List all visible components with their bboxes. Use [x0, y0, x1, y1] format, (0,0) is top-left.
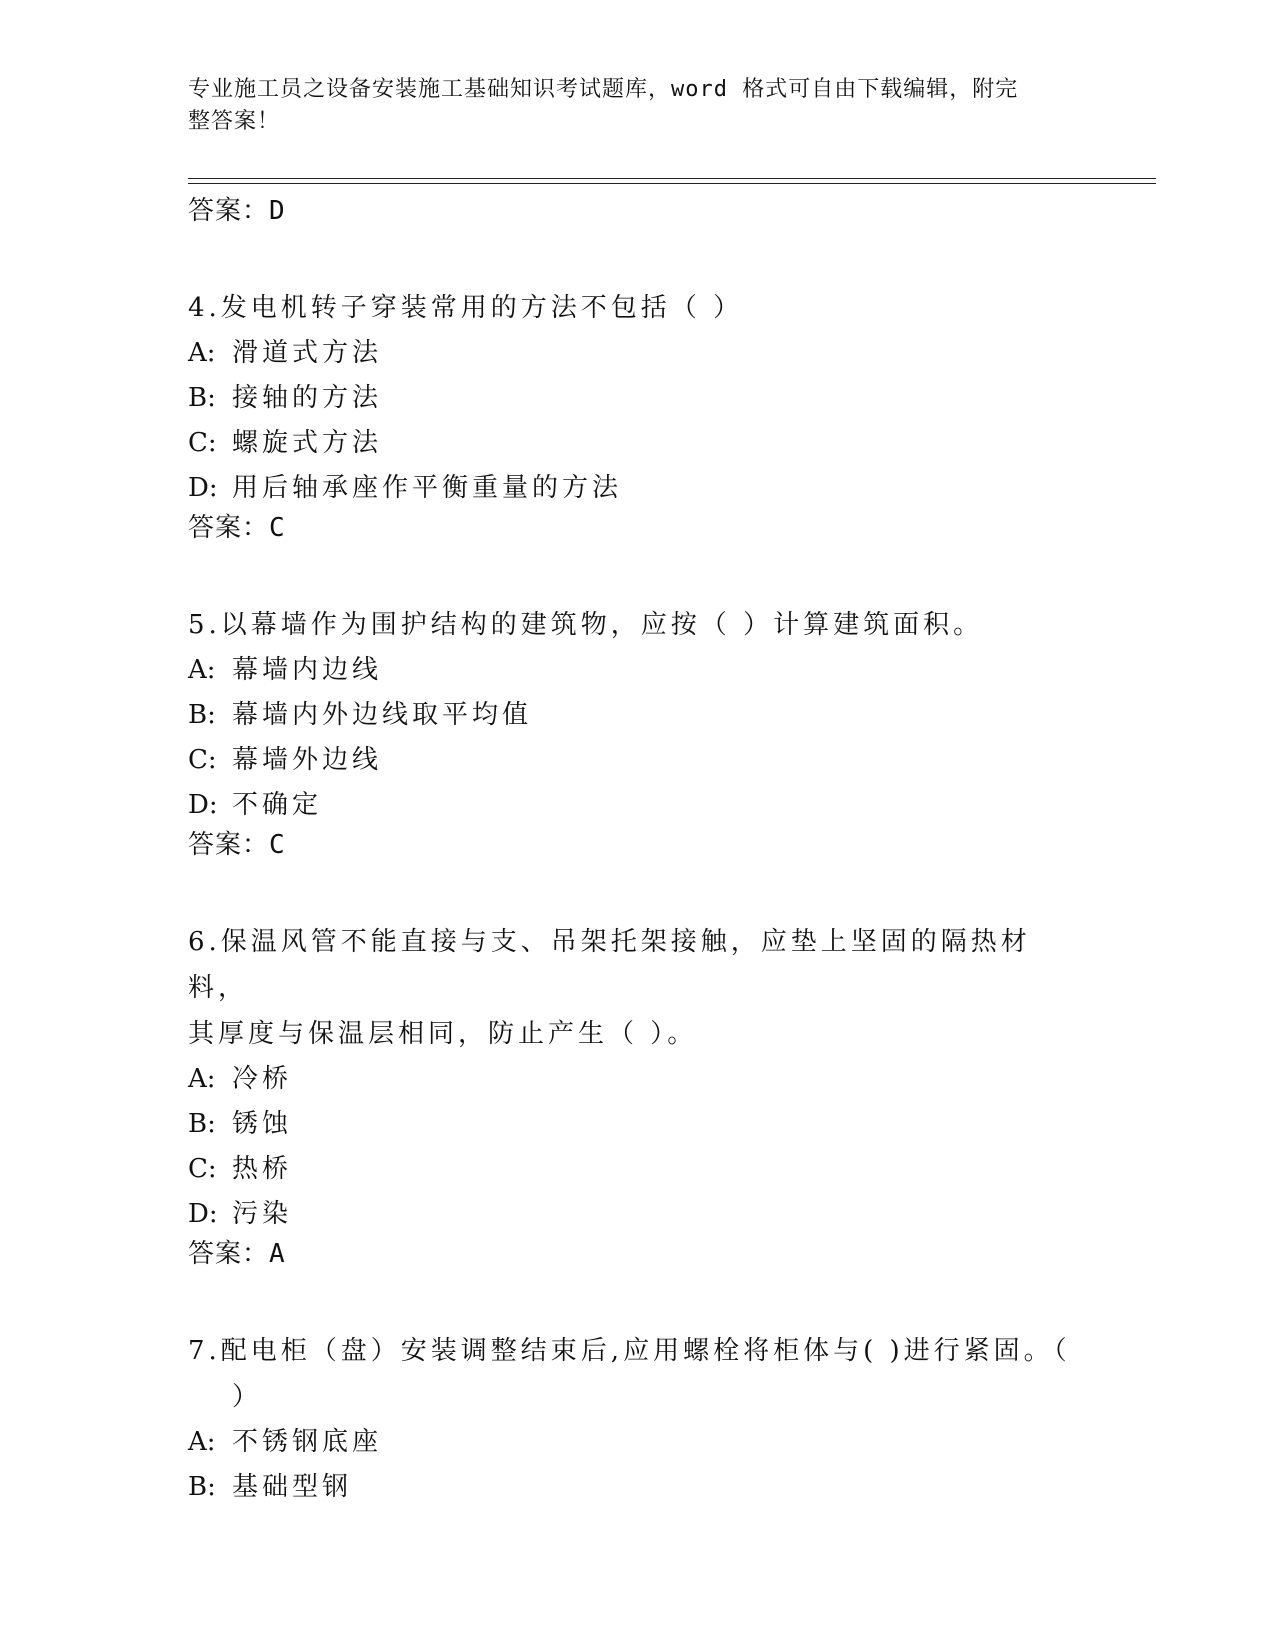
header-line-1: 专业施工员之设备安装施工基础知识考试题库，word 格式可自由下载编辑，附完: [188, 77, 1019, 102]
option-key: C:: [188, 745, 217, 775]
question-stem: 7.配电柜（盘）安装调整结束后,应用螺栓将柜体与( )进行紧固。（: [188, 1336, 1071, 1366]
option-key: B:: [188, 383, 216, 413]
option-text: 污染: [232, 1199, 293, 1229]
option-a: [188, 1057, 1088, 1102]
question-stem: 5.以幕墙作为围护结构的建筑物，应按（ ）计算建筑面积。: [188, 610, 984, 640]
answer-value: C: [269, 830, 286, 860]
answer-q6: [188, 1237, 1088, 1271]
answer-q3: [188, 194, 1088, 228]
option-c: [188, 421, 1088, 466]
option-text: 冷桥: [232, 1064, 293, 1094]
option-c: [188, 1147, 1088, 1192]
question-stem-line-2: 其厚度与保温层相同，防止产生（ ）。: [188, 1019, 698, 1049]
option-key: A:: [188, 1064, 216, 1094]
answer-label: 答案：: [188, 196, 270, 226]
option-a: [188, 331, 1088, 376]
option-text: 滑道式方法: [232, 338, 383, 368]
question-7: [188, 1328, 1088, 1510]
option-key: A:: [188, 655, 216, 685]
option-a: [188, 648, 1088, 693]
header-divider-bottom: [188, 183, 1156, 184]
answer-label: 答案：: [188, 1239, 270, 1269]
option-text: 用后轴承座作平衡重量的方法: [232, 473, 623, 503]
option-text: 基础型钢: [232, 1472, 353, 1502]
option-key: C:: [188, 1154, 217, 1184]
question-stem-line-2: [188, 1374, 1088, 1420]
question-stem: 6.保温风管不能直接与支、吊架托架接触，应垫上坚固的隔热材料，: [188, 927, 1031, 1003]
option-b: [188, 1102, 1088, 1147]
option-c: [188, 738, 1088, 783]
option-key: A:: [188, 1427, 216, 1457]
answer-label: 答案：: [188, 830, 270, 860]
answer-label: 答案：: [188, 513, 270, 543]
option-b: [188, 693, 1088, 738]
option-key: D:: [188, 473, 218, 503]
answer-value: D: [269, 196, 286, 226]
document-header: [188, 74, 1068, 138]
option-text: 幕墙内外边线取平均值: [232, 700, 533, 730]
option-key: A:: [188, 338, 216, 368]
option-key: B:: [188, 1472, 216, 1502]
option-text: 热桥: [232, 1154, 293, 1184]
question-5: [188, 602, 1088, 862]
option-text: 不锈钢底座: [232, 1427, 383, 1457]
option-text: 幕墙内边线: [232, 655, 383, 685]
answer-value: A: [269, 1239, 286, 1269]
option-d: [188, 466, 1088, 511]
option-text: 接轴的方法: [232, 383, 383, 413]
answer-value: C: [269, 513, 286, 543]
option-text: 幕墙外边线: [232, 745, 383, 775]
option-key: B:: [188, 700, 216, 730]
option-b: [188, 1465, 1088, 1510]
option-d: [188, 783, 1088, 828]
question-6: [188, 919, 1088, 1271]
option-a: [188, 1420, 1088, 1465]
header-divider-top: [188, 178, 1156, 179]
option-key: B:: [188, 1109, 216, 1139]
option-key: C:: [188, 428, 217, 458]
option-key: D:: [188, 790, 218, 820]
option-b: [188, 376, 1088, 421]
option-text: 螺旋式方法: [232, 428, 383, 458]
header-line-2: 整答案！: [188, 109, 281, 134]
option-text: 不确定: [232, 790, 323, 820]
question-4: [188, 285, 1088, 545]
answer-q4: [188, 511, 1088, 545]
question-stem-continuation: ）: [232, 1382, 263, 1412]
option-text: 锈蚀: [232, 1109, 293, 1139]
question-stem: 4.发电机转子穿装常用的方法不包括（ ）: [188, 293, 744, 323]
option-key: D:: [188, 1199, 218, 1229]
option-d: [188, 1192, 1088, 1237]
document-body: [188, 188, 1088, 1510]
answer-q5: [188, 828, 1088, 862]
